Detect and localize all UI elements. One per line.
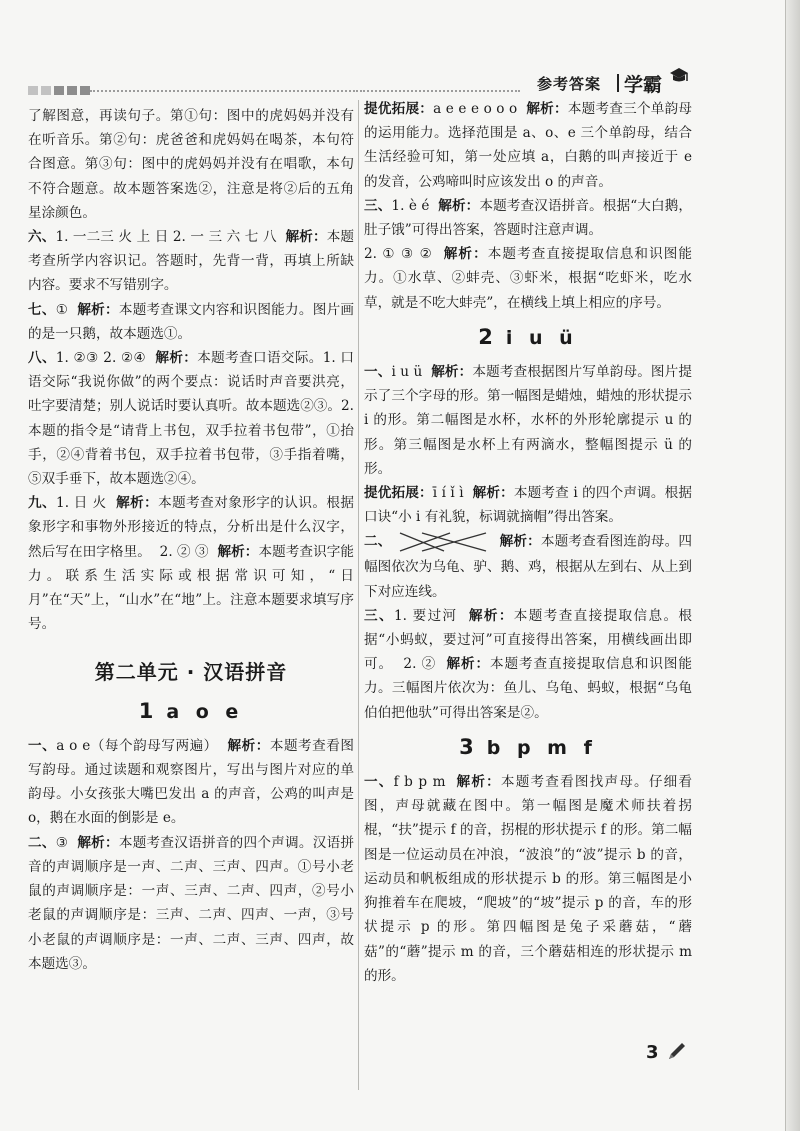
header-dotted-rule-right	[360, 90, 520, 92]
analysis-label: 解析：	[438, 197, 480, 214]
question-label: 二、	[28, 834, 56, 851]
column-divider	[358, 100, 359, 1090]
analysis-text: 本题考查汉语拼音。根据“大白鹅，肚子饿”可得出答案，答题时注意声调。	[364, 197, 693, 239]
analysis-label: 解析：	[155, 350, 198, 367]
analysis-label: 解析：	[285, 229, 327, 246]
lesson-title	[364, 325, 692, 350]
analysis-label: 解析：	[468, 607, 514, 624]
question-label: 六、	[28, 229, 56, 246]
question-label: 三、	[364, 197, 392, 214]
analysis-text: 本题考查对象形字的认识。根据象形字和事物外形接近的特点，分析出是什么汉字，然后写在田字格里。	[28, 495, 354, 560]
answer: 1. è é	[391, 197, 430, 214]
analysis-label: 解析：	[499, 533, 541, 550]
question-3	[364, 194, 692, 242]
answer-paragraph	[28, 104, 354, 225]
analysis-text: 本题考查三个单韵母的运用能力。选择范围是 a、o、e 三个单韵母，结合生活经验可知，第一处应填 a，白鹅的叫声接近于 e 的发音，公鸡啼叫时应该发出 o 的声音。	[364, 101, 693, 190]
answer: 2. ① ③ ②	[364, 246, 433, 263]
unit-title: 第二单元 · 汉语拼音	[94, 660, 288, 685]
question-label: 一、	[364, 774, 394, 791]
analysis-label: 解析：	[77, 834, 119, 851]
question-label: 三、	[364, 607, 394, 624]
analysis-text: 本题考查课文内容和识图能力。图片画的是一只鹅，故本题选①。	[28, 301, 355, 342]
lesson-title	[28, 699, 354, 724]
analysis-text: 本题考查根据图片写单韵母。图片提示了三个字母的形。第一幅图是蜡烛，蜡烛的形状提示 i 的形。第二幅图是水杯，水杯的外形轮廓提示 u 的形。第三幅图是水杯上有两滴水，整幅图提示 ü 的形。	[364, 364, 692, 477]
answer: ③	[55, 834, 69, 851]
header-brand: 学霸	[624, 74, 663, 96]
lesson1-question-1	[28, 734, 354, 831]
header-separator	[617, 74, 619, 92]
header-dotted-rule	[90, 90, 358, 92]
lesson-name: b p m f	[486, 736, 597, 759]
extension-2	[364, 481, 692, 529]
answer: 1. 日 火	[56, 495, 107, 512]
answer: f b p m	[393, 774, 446, 791]
question-8	[28, 346, 354, 491]
extension-label: 提优拓展：	[364, 485, 433, 502]
question-label: 一、	[364, 364, 392, 381]
extension-label: 提优拓展：	[364, 101, 434, 117]
pencil-icon	[666, 1040, 688, 1062]
answer: 2. ② ③	[159, 543, 209, 560]
graduation-cap-icon	[668, 66, 690, 86]
analysis-text: 本题考查直接提取信息和识图能力。①水草、②蚌壳、③虾米，根据“吃虾米，吃水草，就是不吃大蚌壳”，在横线上填上相应的序号。	[364, 246, 692, 311]
lesson-name: a o e	[166, 700, 244, 723]
analysis-text: 本题考查所学内容识记。答题时，先背一背，再填上所缺内容。要求不写错别字。	[28, 229, 355, 294]
header-section-label: 参考答案	[537, 75, 602, 93]
answer: ī í ǐ ì	[432, 485, 464, 502]
extension-1	[364, 97, 692, 194]
analysis-text: 本题考查汉语拼音的四个声调。汉语拼音的声调顺序是一声、二声、三声、四声。①号小老鼠的声调顺序是：一声、三声、二声、四声，②号小老鼠的声调顺序是：三声、二声、四声、一声，③号小老鼠的声调顺序是：一声、二声、三声、四声，故本题选③。	[28, 834, 355, 972]
lesson2-question-3	[364, 604, 692, 725]
analysis-label: 解析：	[456, 774, 501, 791]
matching-lines-figure	[396, 529, 492, 555]
question-label: 九、	[28, 495, 57, 512]
lesson2-question-1	[364, 360, 692, 481]
analysis-text: 本题考查直接提取信息。根据“小蚂蚁，要过河”可直接得出答案，用横线画出即可。	[364, 607, 693, 673]
left-column	[28, 104, 354, 976]
answer: 1. 一二三 火 上 日 2. 一 三 六 七 八	[55, 229, 277, 246]
right-column	[364, 97, 692, 988]
answer: a e e e o o o	[433, 101, 518, 117]
header-decoration	[28, 86, 90, 95]
question-9	[28, 491, 354, 636]
answer: ①	[55, 301, 69, 318]
lesson1-question-2	[28, 831, 354, 976]
answer: 2. ②	[403, 656, 437, 673]
question-label: 七、	[28, 301, 56, 318]
lesson3-question-1	[364, 770, 692, 988]
analysis-text: 本题考查识字能力。联系生活实际或根据常识可知，“日月”在“天”上，“山水”在“地”上。注意本题要求填写序号。	[28, 543, 354, 633]
analysis-label: 解析：	[77, 301, 119, 318]
lesson-number: 3	[459, 734, 479, 759]
analysis-text: 本题考查看图连韵母。四幅图依次为乌龟、驴、鹅、鸡，根据从左到右、从上到下对应连线。	[364, 533, 692, 600]
analysis-label: 解析：	[431, 364, 473, 381]
answer: 1. ②③ 2. ②④	[55, 350, 147, 367]
page-edge-line	[785, 0, 786, 1131]
answer: i u ü	[391, 364, 423, 381]
lesson-number: 2	[478, 324, 498, 349]
lesson-title	[364, 735, 692, 760]
analysis-text: 本题考查看图写韵母。通过读题和观察图片，写出与图片对应的单韵母。小女孩张大嘴巴发出 a 的声音，公鸡的叫声是 o，鹅在水面的倒影是 e。	[28, 737, 354, 827]
question-3-part-2	[364, 242, 692, 315]
analysis-label: 解析：	[472, 485, 514, 502]
analysis-text: 本题考查口语交际。1. 口语交际“我说你做”的两个要点：说话时声音要洪亮，吐字要清楚；别人说话时要认真听。故本题选②③。2. 本题的指令是“请背上书包，双手拉着书包带”，①抬手，②④背着书包，双手拉着书包带，③手指着嘴，⑤双手垂下，故本题选②④。	[28, 350, 354, 488]
analysis-text: 本题考查看图找声母。仔细看图，声母就藏在图中。第一幅图是魔术师扶着拐棍，“扶”提示 f 的音，拐棍的形状提示 f 的形。第二幅图是一位运动员在冲浪，“波浪”的“波”提示 b 的音，运动员和帆板组成的形状提示 b 的形。第三幅图是小狗推着车在爬坡，“爬坡”的“坡”提示 p 的音，车的形状提示 p 的形。第四幅图是兔子采蘑菇，“蘑菇”的“蘑”提示 m 的音，三个蘑菇相连的形状提示 m 的形。	[364, 774, 693, 984]
answer-text: 了解图意，再读句子。第①句：图中的虎妈妈并没有在听音乐。第②句：虎爸爸和虎妈妈在喝茶，本句符合图意。第③句：图中的虎妈妈并没有在唱歌，本句不符合题意。故本题答案选②，注意是将②后的五角星涂颜色。	[28, 108, 354, 221]
analysis-label: 解析：	[116, 495, 159, 512]
analysis-text: 本题考查直接提取信息和识图能力。三幅图片依次为：鱼儿、乌龟、蚂蚁，根据“乌龟伯伯把他驮”可得出答案是②。	[364, 656, 692, 721]
analysis-label: 解析：	[443, 246, 488, 263]
question-7	[28, 298, 354, 346]
answer: a o e（每个韵母写两遍）	[56, 737, 218, 754]
analysis-label: 解析：	[446, 656, 491, 673]
analysis-label: 解析：	[227, 737, 270, 754]
question-6	[28, 225, 354, 298]
question-label: 二、	[364, 533, 392, 550]
analysis-text: 本题考查 i 的四个声调。根据口诀“小 i 有礼貌，标调就摘帽”得出答案。	[364, 485, 692, 526]
page-edge	[786, 0, 800, 1131]
analysis-label: 解析：	[526, 101, 568, 117]
lesson-name: i u ü	[505, 326, 578, 349]
analysis-label: 解析：	[217, 543, 259, 560]
page-number: 3	[646, 1042, 659, 1063]
question-label: 八、	[28, 350, 56, 367]
lesson-number: 1	[138, 698, 159, 723]
question-label: 一、	[28, 737, 57, 754]
lesson2-question-2	[364, 529, 692, 603]
answer: 1. 要过河	[393, 607, 458, 624]
